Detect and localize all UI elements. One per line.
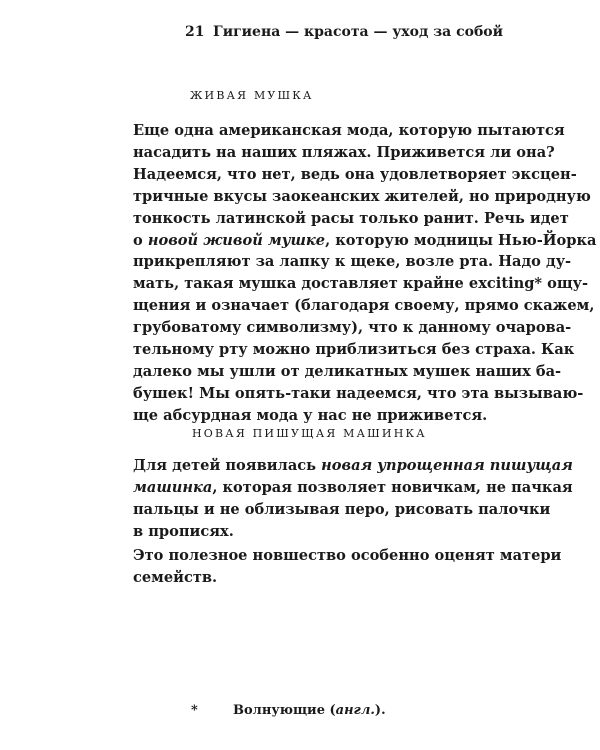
footnote bbox=[191, 703, 386, 718]
text-line bbox=[133, 383, 584, 405]
text-line bbox=[133, 405, 533, 427]
italic-run: машинка bbox=[133, 478, 213, 496]
text-run: пальцы и не облизывая перо, рисовать палочки bbox=[133, 500, 551, 518]
paragraph-poleznoe-novshestvo bbox=[133, 545, 562, 589]
paragraph-zhivaya-mushka bbox=[133, 120, 597, 427]
text-line bbox=[133, 317, 572, 339]
text-line bbox=[133, 545, 562, 567]
text-run: семейств. bbox=[133, 568, 218, 586]
text-line bbox=[133, 361, 562, 383]
paragraph-novaya-mashinka bbox=[133, 455, 573, 543]
text-run: грубоватому символизму), что к данному очарова- bbox=[133, 319, 572, 337]
text-line bbox=[133, 164, 577, 186]
footnote-mark: * bbox=[191, 703, 198, 718]
text-line bbox=[133, 230, 597, 252]
text-run: Для детей появилась bbox=[133, 457, 322, 474]
text-run: Это полезное новшество особенно оценят матери bbox=[133, 547, 562, 564]
footnote-text-before: Волнующие ( bbox=[233, 703, 336, 718]
text-run: щения и означает (благодаря своему, прямо скажем, bbox=[133, 297, 595, 315]
text-line bbox=[133, 120, 565, 142]
text-run: прикрепляют за лапку к щеке, возле рта. Надо ду- bbox=[133, 253, 572, 271]
text-run: насадить на наших пляжах. Приживется ли она? bbox=[133, 143, 555, 161]
text-run: , которая позволяет новичкам, не пачкая bbox=[212, 478, 573, 496]
running-head bbox=[185, 24, 503, 44]
text-run: тонкость латинской расы только ранит. Речь идет bbox=[133, 209, 569, 227]
italic-run: новой живой мушке bbox=[147, 231, 326, 249]
text-line bbox=[133, 251, 572, 273]
text-run: ще абсурдная мода у нас не приживется. bbox=[133, 406, 488, 424]
section-heading-zhivaya-mushka: ЖИВАЯ МУШКА bbox=[190, 89, 314, 102]
text-run: бушек! Мы опять-таки надеемся, что эта вызываю- bbox=[133, 384, 584, 402]
text-line bbox=[133, 142, 555, 164]
text-line bbox=[133, 455, 573, 477]
text-run: далеко мы ушли от деликатных мушек наших ба- bbox=[133, 362, 562, 380]
footnote-text-italic: англ. bbox=[335, 703, 375, 718]
footnote-text-after: ). bbox=[374, 703, 386, 718]
text-line bbox=[133, 477, 573, 499]
page-number: 21 bbox=[185, 24, 205, 40]
text-run: тельному рту можно приблизиться без страха. Как bbox=[133, 341, 575, 359]
text-line bbox=[133, 273, 589, 295]
text-run: , которую модницы Нью-Йорка bbox=[325, 231, 597, 249]
text-run: в прописях. bbox=[133, 522, 234, 540]
section-heading-novaya-mashinka: НОВАЯ ПИШУЩАЯ МАШИНКА bbox=[192, 427, 427, 440]
running-title: Гигиена — красота — уход за собой bbox=[213, 24, 503, 40]
text-line bbox=[133, 186, 591, 208]
text-run: Надеемся, что нет, ведь она удовлетворяет эксцен- bbox=[133, 165, 577, 183]
text-line bbox=[133, 339, 575, 361]
text-run: о bbox=[133, 231, 148, 249]
text-line bbox=[133, 208, 569, 230]
text-run: мать, такая мушка доставляет крайне exciting* ощу- bbox=[133, 275, 589, 293]
text-line bbox=[133, 567, 533, 589]
text-line bbox=[133, 295, 595, 317]
text-line bbox=[133, 521, 533, 543]
text-run: Еще одна американская мода, которую пытаются bbox=[133, 122, 565, 139]
italic-run: новая упрощенная пишущая bbox=[321, 457, 573, 474]
text-run: тричные вкусы заокеанских жителей, но природную bbox=[133, 187, 591, 205]
text-line bbox=[133, 499, 551, 521]
